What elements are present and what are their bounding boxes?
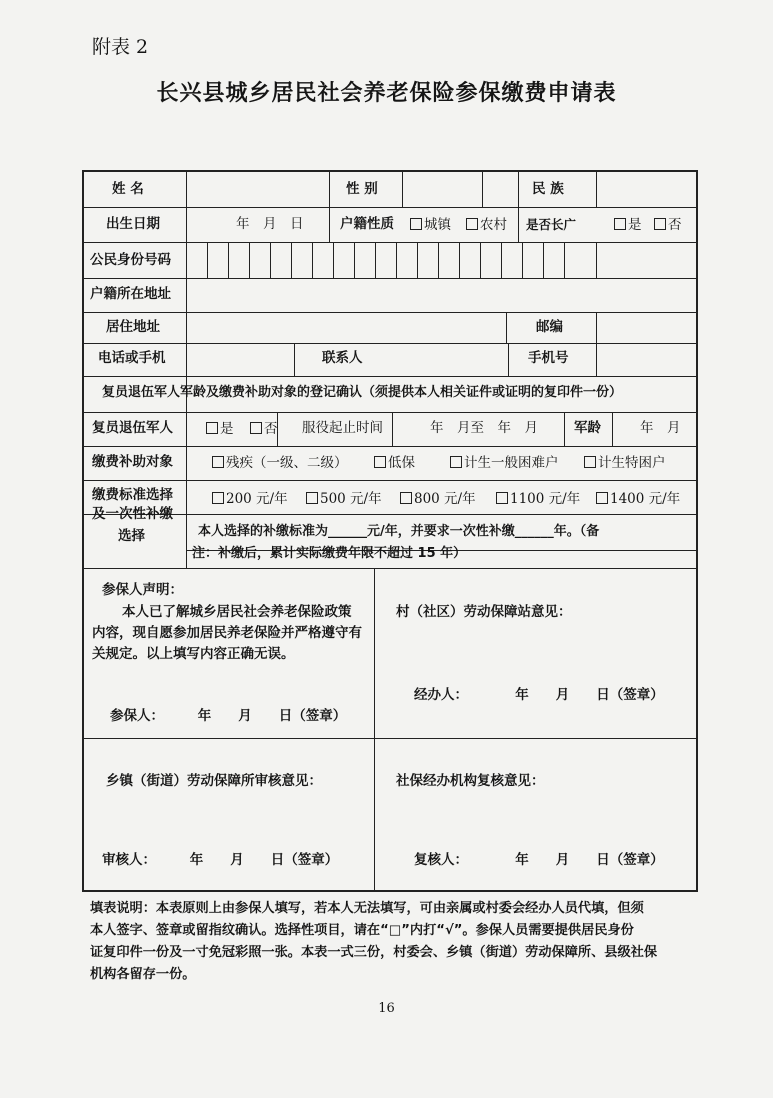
standard-label-1: 缴费标准选择 <box>92 487 173 503</box>
ethnicity-label: 民 族 <box>532 181 564 197</box>
veteran-yes-text: 是 <box>220 421 234 437</box>
note-line-3: 证复印件一份及一寸免冠彩照一张。本表一式三份，村委会、乡镇（街道）劳动保障所、县级社保 <box>90 945 658 960</box>
opt-1100[interactable] <box>496 492 580 507</box>
fp-general-option[interactable] <box>450 456 559 471</box>
opt-200-checkbox[interactable] <box>212 492 224 504</box>
note-line-1: 填表说明：本表原则上由参保人填写，若本人无法填写，可由亲属或村委会经办人员代填，但须 <box>90 901 644 916</box>
subsidy-label: 缴费补助对象 <box>92 454 173 470</box>
changguang-yes-option[interactable] <box>614 218 642 233</box>
veteran-label: 复员退伍军人 <box>92 420 173 436</box>
veteran-heading: 复员退伍军人军龄及缴费补助对象的登记确认（须提供本人相关证件或证明的复印件一份） <box>102 385 623 400</box>
military-age-ym: 年 月 <box>640 420 681 436</box>
note-line-2: 本人签字、签章或留指纹确认。选择性项目，请在“□”内打“√”。参保人员需要提供居民身份 <box>90 923 634 938</box>
mobile-label: 手机号 <box>528 350 569 366</box>
fill-instructions <box>90 898 690 986</box>
opt-800-checkbox[interactable] <box>400 492 412 504</box>
birth-ymd: 年 月 日 <box>236 216 304 232</box>
opt-1400-text: 1400 元/年 <box>610 491 681 507</box>
yes-text: 是 <box>628 217 642 233</box>
hukou-type-label: 户籍性质 <box>340 216 394 232</box>
no-text: 否 <box>668 217 682 233</box>
opt-200[interactable] <box>212 492 288 507</box>
opt-500[interactable] <box>306 492 382 507</box>
dibao-text: 低保 <box>388 455 415 471</box>
supplement-line-1: 本人选择的补缴标准为______元/年，并要求一次性补缴______年。（备 <box>198 524 600 539</box>
disabled-option[interactable] <box>212 456 348 471</box>
yes-checkbox[interactable] <box>614 218 626 230</box>
fp-special-option[interactable] <box>584 456 666 471</box>
opt-500-checkbox[interactable] <box>306 492 318 504</box>
declaration-title: 参保人声明： <box>102 582 183 598</box>
opt-800-text: 800 元/年 <box>414 491 476 507</box>
opt-200-text: 200 元/年 <box>226 491 288 507</box>
declaration-line-1: 本人已了解城乡居民社会养老保险政策 <box>122 604 352 620</box>
veteran-no-checkbox[interactable] <box>250 422 262 434</box>
gender-label: 性 别 <box>346 181 378 197</box>
service-period-label: 服役起止时间 <box>302 420 383 436</box>
standard-label-2: 及一次性补缴 <box>92 506 173 522</box>
page-number: 16 <box>378 1001 395 1016</box>
opt-1100-checkbox[interactable] <box>496 492 508 504</box>
application-form <box>82 170 698 892</box>
disabled-text: 残疾（一级、二级） <box>226 455 348 471</box>
name-label: 姓 名 <box>112 181 144 197</box>
dibao-option[interactable] <box>374 456 415 471</box>
no-checkbox[interactable] <box>654 218 666 230</box>
veteran-no-option[interactable] <box>250 422 278 437</box>
note-line-4: 机构各留存一份。 <box>90 967 196 982</box>
rural-option[interactable] <box>466 218 507 233</box>
changguang-no-option[interactable] <box>654 218 682 233</box>
form-title: 长兴县城乡居民社会养老保险参保缴费申请表 <box>156 81 617 106</box>
fp-general-text: 计生一般困难户 <box>464 455 559 471</box>
contact-label: 联系人 <box>322 350 363 366</box>
military-age-label: 军龄 <box>574 420 601 436</box>
opt-1100-text: 1100 元/年 <box>510 491 581 507</box>
agency-opinion-label: 社保经办机构复核意见： <box>396 773 545 789</box>
disabled-checkbox[interactable] <box>212 456 224 468</box>
annex-label: 附表 2 <box>92 36 149 58</box>
dibao-checkbox[interactable] <box>374 456 386 468</box>
urban-checkbox[interactable] <box>410 218 422 230</box>
fp-special-text: 计生特困户 <box>598 455 666 471</box>
postcode-label: 邮编 <box>536 319 563 335</box>
township-opinion-label: 乡镇（街道）劳动保障所审核意见： <box>106 773 322 789</box>
insured-signature: 参保人： 年 月 日（签章） <box>110 708 347 724</box>
village-opinion-label: 村（社区）劳动保障站意见： <box>396 604 572 620</box>
opt-800[interactable] <box>400 492 476 507</box>
id-number-label: 公民身份号码 <box>90 252 171 268</box>
rechecker-signature: 复核人： 年 月 日（签章） <box>414 852 664 868</box>
rural-text: 农村 <box>480 217 507 233</box>
fp-special-checkbox[interactable] <box>584 456 596 468</box>
fp-general-checkbox[interactable] <box>450 456 462 468</box>
residence-label: 居住地址 <box>106 319 160 335</box>
urban-text: 城镇 <box>424 217 451 233</box>
reviewer-signature: 审核人： 年 月 日（签章） <box>102 852 339 868</box>
opt-1400-checkbox[interactable] <box>596 492 608 504</box>
birth-label: 出生日期 <box>106 216 160 232</box>
service-range: 年 月至 年 月 <box>430 420 538 436</box>
declaration-line-2: 内容，现自愿参加居民养老保险并严格遵守有 <box>92 625 362 641</box>
veteran-yes-checkbox[interactable] <box>206 422 218 434</box>
phone-label: 电话或手机 <box>98 350 166 366</box>
veteran-yes-option[interactable] <box>206 422 234 437</box>
hukou-address-label: 户籍所在地址 <box>90 286 171 302</box>
handler-signature: 经办人： 年 月 日（签章） <box>414 687 664 703</box>
declaration-line-3: 关规定。以上填写内容正确无误。 <box>92 646 295 662</box>
standard-label-3: 选择 <box>118 528 145 544</box>
veteran-no-text: 否 <box>264 421 278 437</box>
rural-checkbox[interactable] <box>466 218 478 230</box>
changguang-label: 是否长广 <box>526 217 577 232</box>
urban-option[interactable] <box>410 218 451 233</box>
supplement-line-2: 注：补缴后，累计实际缴费年限不超过 15 年） <box>192 546 467 561</box>
opt-500-text: 500 元/年 <box>320 491 382 507</box>
opt-1400[interactable] <box>596 492 680 507</box>
